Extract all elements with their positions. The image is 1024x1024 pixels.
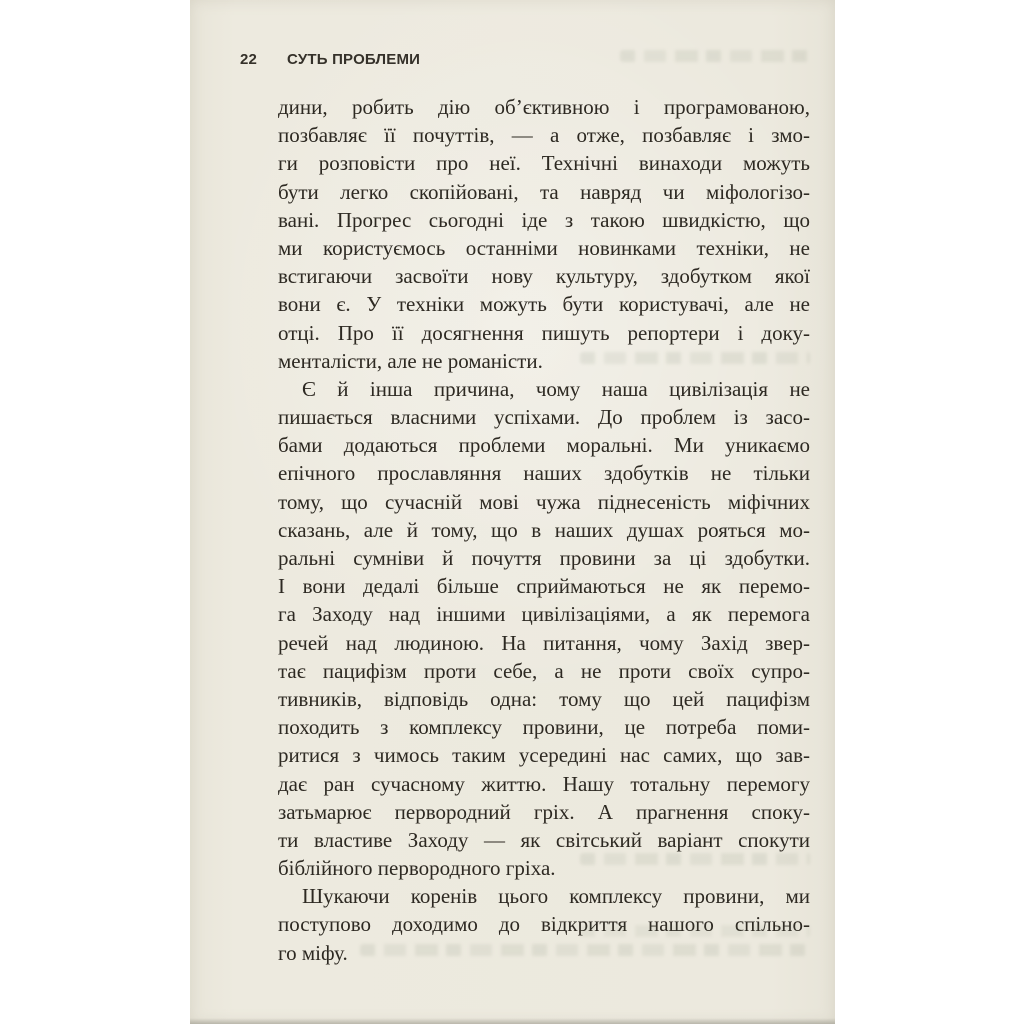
text-line: тому, що сучасній мові чужа піднесеність міфічних (278, 489, 810, 514)
body-text (278, 93, 810, 967)
book-page (190, 0, 835, 1024)
text-line: сказань, але й тому, що в наших душах рояться мо- (278, 517, 810, 542)
bleed-through-artifact (580, 853, 810, 865)
text-line: дає ран сучасному життю. Нашу тотальну перемогу (278, 771, 810, 796)
text-line: позбавляє її почуттів, — а отже, позбавляє і змо- (278, 123, 810, 148)
text-line: ги розповісти про неї. Технічні винаходи можуть (278, 151, 810, 176)
text-line: ритися з чимось таким усередині нас самих, що зав- (278, 743, 810, 768)
paragraph (278, 375, 810, 882)
bleed-through-artifact (580, 925, 810, 937)
text-line: бути легко скопійовані, та навряд чи міфологізо- (278, 179, 810, 204)
text-line: вони є. У техніки можуть бути користувачі, але не (278, 292, 810, 317)
bleed-through-artifact (360, 944, 810, 956)
text-line: га Заходу над іншими цивілізаціями, а як перемога (278, 602, 810, 627)
paragraph (278, 93, 810, 375)
text-line: отці. Про її досягнення пишуть репортери і доку- (278, 320, 810, 345)
text-line: походить з комплексу провини, це потреба поми- (278, 715, 810, 740)
text-line: дини, робить дію об’єктивною і програмованою, (278, 95, 810, 119)
text-line: біблійного первородного гріха. (278, 856, 556, 881)
text-line: затьмарює первородний гріх. А прагнення споку- (278, 799, 810, 824)
text-line: І вони дедалі більше сприймаються не як перемо- (278, 574, 810, 599)
text-line: Є й інша причина, чому наша цивілізація не (302, 376, 810, 401)
text-line: бами додаються проблеми моральні. Ми уникаємо (278, 433, 810, 458)
bleed-through-artifact (620, 50, 810, 62)
text-line: Шукаючи коренів цього комплексу провини, ми (302, 884, 810, 909)
text-line: го міфу. (278, 940, 348, 965)
text-line: ми користуємось останніми новинками техніки, не (278, 235, 810, 260)
page-number: 22 (240, 51, 258, 68)
text-line: менталісти, але не романісти. (278, 348, 543, 373)
text-line: речей над людиною. На питання, чому Захід звер- (278, 630, 810, 655)
text-line: тивників, відповідь одна: тому що цей пацифізм (278, 686, 810, 711)
text-line: пишається власними успіхами. До проблем із засо- (278, 405, 810, 430)
text-line: встигаючи засвоїти нову культуру, здобутком якої (278, 264, 810, 289)
text-line: ти властиве Заходу — як світський варіант спокути (278, 827, 810, 852)
text-line: тає пацифізм проти себе, а не проти своїх супро- (278, 658, 810, 683)
running-title: СУТЬ ПРОБЛЕМИ (287, 51, 421, 68)
bleed-through-artifact (580, 352, 810, 364)
page-bottom-edge (190, 1018, 835, 1024)
text-line: ральні сумніви й почуття провини за ці здобутки. (278, 546, 810, 570)
text-line: вані. Прогрес сьогодні іде з такою швидкістю, що (278, 207, 810, 232)
text-line: епічного прославляння наших здобутків не тільки (278, 461, 810, 486)
text-line: поступово доходимо до відкриття нашого спільно- (278, 912, 810, 937)
